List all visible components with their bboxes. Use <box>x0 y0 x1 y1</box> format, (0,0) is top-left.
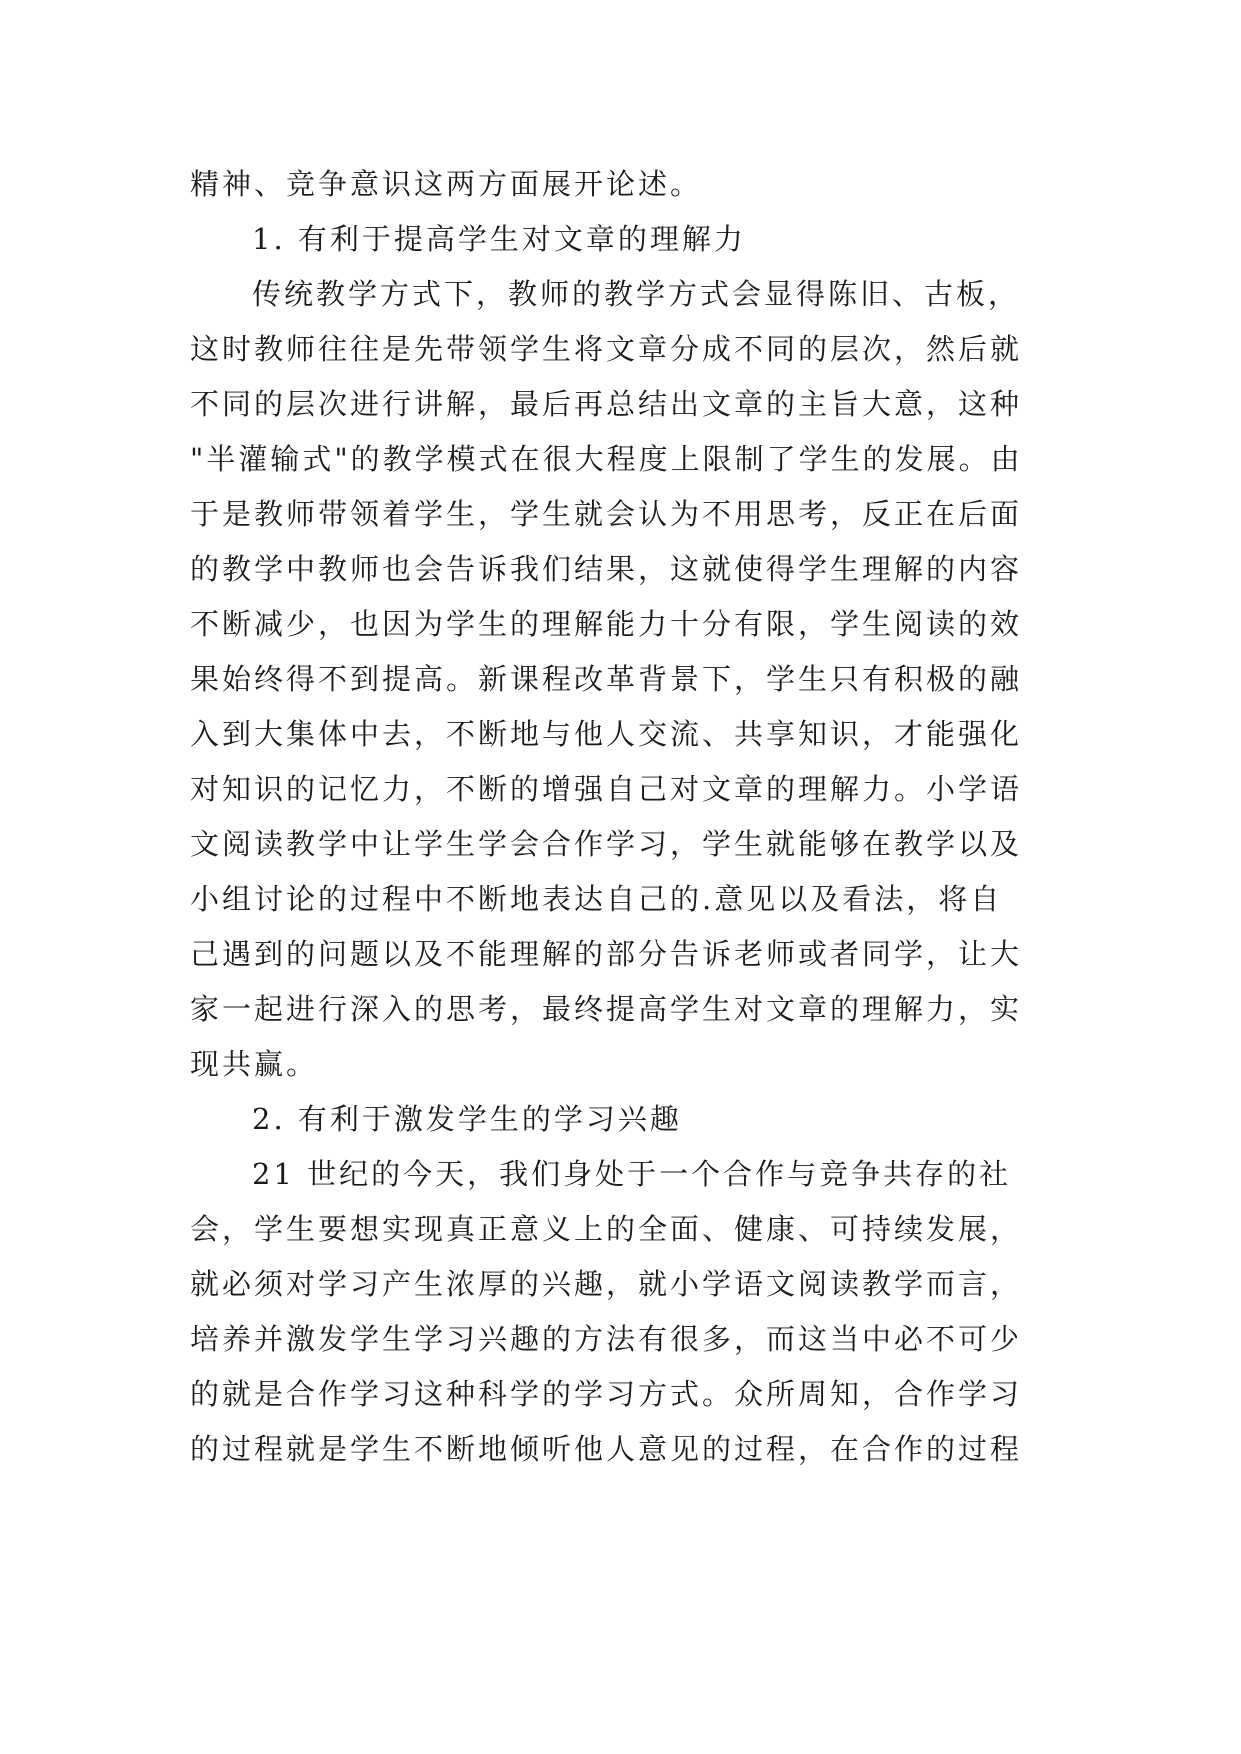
paragraph-line: 会，学生要想实现真正意义上的全面、健康、可持续发展， <box>190 1212 1023 1246</box>
paragraph-line: 小组讨论的过程中不断地表达自己的.意见以及看法，将自 <box>190 882 1003 916</box>
text-line: 精神、竞争意识这两方面展开论述。 <box>190 167 703 201</box>
paragraph-line: 现共赢。 <box>190 1047 319 1081</box>
paragraph-line: "半灌输式"的教学模式在很大程度上限制了学生的发展。由 <box>190 442 1023 476</box>
paragraph-line: 的就是合作学习这种科学的学习方式。众所周知，合作学习 <box>190 1377 1023 1411</box>
paragraph-line: 就必须对学习产生浓厚的兴趣，就小学语文阅读教学而言， <box>190 1267 1023 1301</box>
paragraph-line: 于是教师带领着学生，学生就会认为不用思考，反正在后面 <box>190 497 1023 531</box>
paragraph-line: 不断减少，也因为学生的理解能力十分有限，学生阅读的效 <box>190 607 1023 641</box>
section-heading-1: 1. 有利于提高学生对文章的理解力 <box>252 222 746 256</box>
paragraph-line: 果始终得不到提高。新课程改革背景下，学生只有积极的融 <box>190 662 1023 696</box>
paragraph-line: 的教学中教师也会告诉我们结果，这就使得学生理解的内容 <box>190 552 1023 586</box>
paragraph-line: 21 世纪的今天，我们身处于一个合作与竞争共存的社 <box>252 1157 1012 1191</box>
section-heading-2: 2. 有利于激发学生的学习兴趣 <box>252 1102 682 1136</box>
paragraph-line: 这时教师往往是先带领学生将文章分成不同的层次，然后就 <box>190 332 1023 366</box>
paragraph-line: 传统教学方式下，教师的教学方式会显得陈旧、古板， <box>252 277 1021 311</box>
paragraph-line: 对知识的记忆力，不断的增强自己对文章的理解力。小学语 <box>190 772 1023 806</box>
paragraph-line: 培养并激发学生学习兴趣的方法有很多，而这当中必不可少 <box>190 1322 1023 1356</box>
paragraph-line: 家一起进行深入的思考，最终提高学生对文章的理解力，实 <box>190 992 1023 1026</box>
paragraph-line: 己遇到的问题以及不能理解的部分告诉老师或者同学，让大 <box>190 937 1023 971</box>
paragraph-line: 文阅读教学中让学生学会合作学习，学生就能够在教学以及 <box>190 827 1023 861</box>
paragraph-line: 不同的层次进行讲解，最后再总结出文章的主旨大意，这种 <box>190 387 1023 421</box>
paragraph-line: 入到大集体中去，不断地与他人交流、共享知识，才能强化 <box>190 717 1023 751</box>
paragraph-line: 的过程就是学生不断地倾听他人意见的过程，在合作的过程 <box>190 1432 1023 1466</box>
